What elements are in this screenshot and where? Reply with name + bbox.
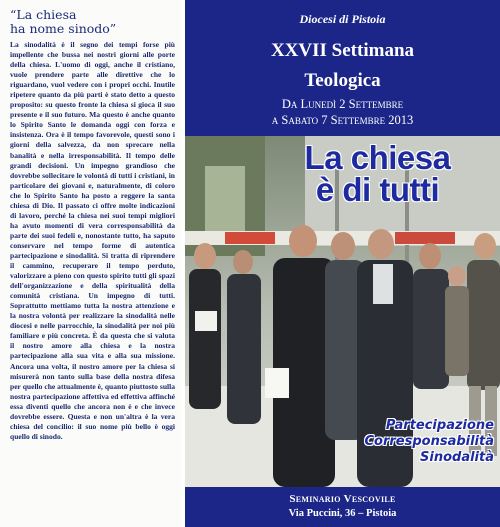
slogan-title-line2: è di tutti	[315, 171, 440, 208]
cover-panel	[185, 0, 500, 527]
venue-footer	[185, 487, 500, 527]
event-date-end: a Sabato 7 Settembre 2013	[271, 113, 414, 127]
intro-title-line1: “La chiesa	[10, 7, 77, 22]
slogan-title-line1: La chiesa	[304, 139, 451, 176]
diocese-label: Diocesi di Pistoia	[299, 12, 386, 26]
intro-column	[0, 0, 181, 527]
venue-address: Via Puccini, 36 – Pistoia	[288, 508, 397, 519]
theme-coresponsibility: Corresponsabilità	[364, 434, 494, 449]
cover-header	[185, 0, 500, 136]
event-title-line2: Teologica	[304, 70, 381, 91]
intro-title-line2: ha nome sinodo”	[10, 21, 117, 36]
intro-title	[10, 8, 175, 36]
intro-text: La sinodalità è il segno dei tempi forse più impellente che bussa nei nostri giorni alle porte della chiesa. L'uomo di oggi, anche il cristiano, vuole prendere parte alle direttive che lo riguardano, vuol vedere con i propri occhi. Inutile ripetere quanto da più parti è stato detto a questo proposito: su questo fronte la chiesa si gioca il suo presente e il suo futuro. Ma questo è anche quanto lo Spirito Santo le domanda oggi con forza e insistenza. Ora è il tempo favorevole, questi sono i giorni della salvezza, da non sprecare nella banalità e nella irresponsabilità. Il tempo delle grandi decisioni. Un impegno grandioso che dovrebbe sollecitare le volontà di tutti i cristiani, in particolare dei giovani e, naturalmente, di coloro che lo Spirito Santo ha posto a reggere la santa chiesa di Dio. Il passato ci offre molte indicazioni di lavoro, perché la chiesa nei suoi tempi migliori ha avuto momenti di vera corresponsabilità da parte dei suoi fedeli e, nonostante tutto, ha saputo conservare nel tempo forme di autentica partecipazione e sinodalità. Si tratta di riprendere il cammino, recuperare il tempo perduto, valorizzare a pieno con questo spirito tutti gli spazi dell'organizzazione e della spiritualità della comunità cristiana. Un impegno di tutti. Soprattutto mettiamo tutta la nostra attenzione e la nostra volontà per realizzare la sinodalità nelle diocesi e nelle parrocchie, la sinodalità per noi più familiare e più concreta. È da questa che si valuta il nostro amore alla chiesa e la nostra partecipazione alla sua vita e alla sua missione. Ancora una volta, il nostro amore per la chiesa si misurerà non tanto sulla base della nostra difesa per quello che attualmente è, quanto piuttosto sulla nostra partecipazione affettiva ed effettiva affinché essa diventi quello che ancora non è e che invece dovrebbe essere. Questa e non un'altra è la vera chiesa del concilio: il suo nome più bello è oggi quello di sinodo.	[10, 40, 175, 441]
slogan-title	[255, 139, 500, 208]
event-dates	[185, 96, 500, 128]
event-title-line1: XXVII Settimana	[270, 40, 415, 61]
themes-list	[334, 418, 494, 466]
theme-synodality: Sinodalità	[420, 450, 494, 465]
event-date-start: Da Lunedì 2 Settembre	[281, 97, 404, 111]
theme-participation: Partecipazione	[385, 418, 494, 433]
venue-name: Seminario Vescovile	[289, 493, 396, 505]
